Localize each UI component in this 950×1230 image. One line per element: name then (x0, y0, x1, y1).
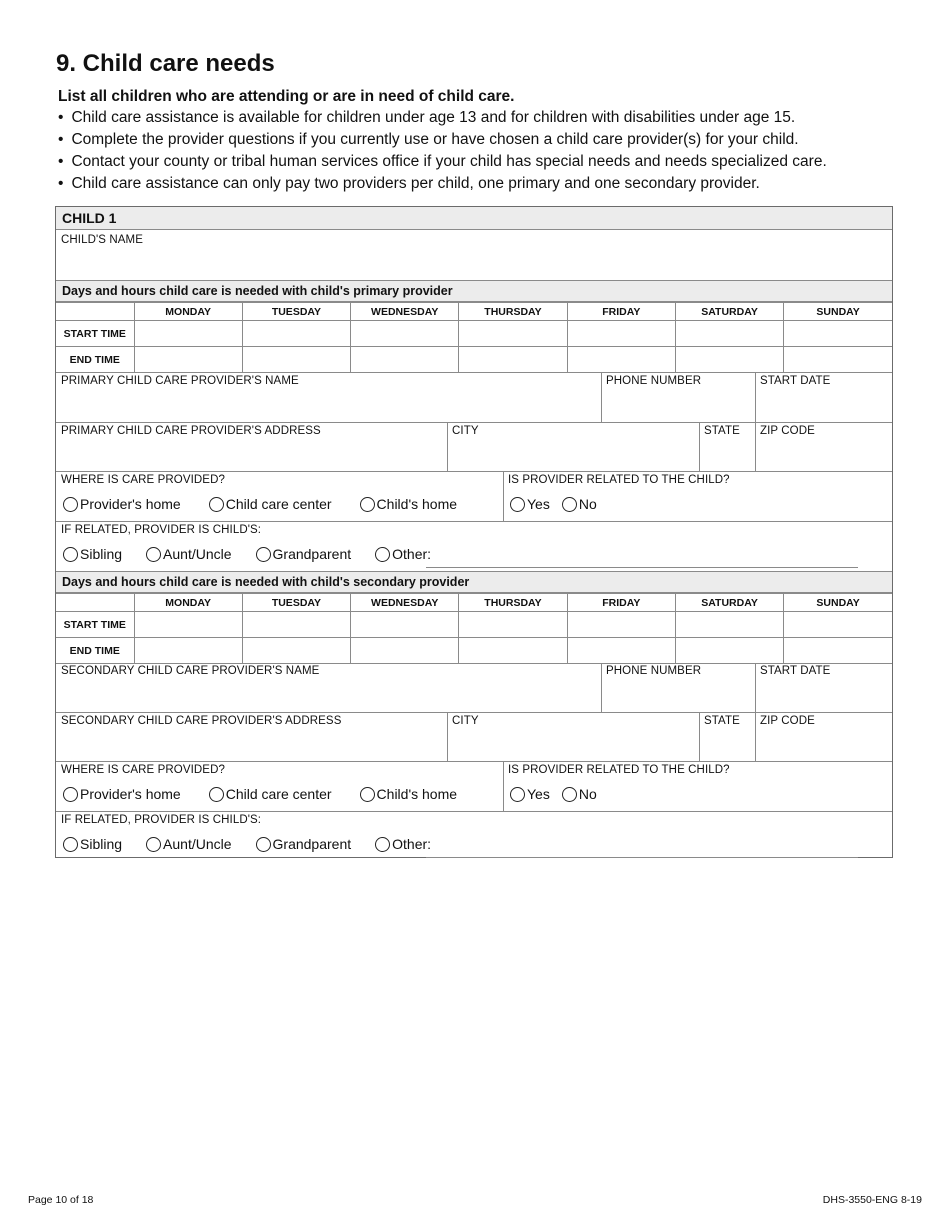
radio-yes[interactable]: Yes (510, 786, 550, 802)
instruction-item: • Child care assistance is available for children under age 13 and for children with disabilities under age 15. (58, 107, 827, 129)
radio-circle-icon (375, 837, 390, 852)
time-cell[interactable] (567, 612, 675, 638)
time-cell[interactable] (242, 638, 350, 664)
time-cell[interactable] (134, 347, 242, 373)
city-label: CITY (452, 715, 479, 727)
radio-circle-icon (63, 497, 78, 512)
radio-aunt-uncle[interactable]: Aunt/Uncle (146, 836, 231, 852)
primary-zip-field[interactable] (755, 423, 892, 472)
related-label: IS PROVIDER RELATED TO THE CHILD? (508, 474, 730, 486)
radio-circle-icon (209, 497, 224, 512)
state-label: STATE (704, 715, 740, 727)
related-label: IS PROVIDER RELATED TO THE CHILD? (508, 764, 730, 776)
day-header: FRIDAY (567, 594, 675, 612)
time-cell[interactable] (784, 612, 892, 638)
section-title: 9. Child care needs (56, 50, 275, 77)
end-time-label: END TIME (56, 347, 134, 373)
time-cell[interactable] (242, 612, 350, 638)
primary-provider-name-label: PRIMARY CHILD CARE PROVIDER'S NAME (61, 375, 299, 387)
radio-circle-icon (63, 837, 78, 852)
radio-circle-icon (146, 547, 161, 562)
radio-grandparent[interactable]: Grandparent (256, 546, 352, 562)
day-header: SUNDAY (784, 594, 892, 612)
primary-related-group (503, 472, 892, 522)
time-cell[interactable] (134, 612, 242, 638)
zip-code-label: ZIP CODE (760, 425, 815, 437)
primary-state-field[interactable] (699, 423, 755, 472)
radio-circle-icon (146, 837, 161, 852)
instruction-item: • Complete the provider questions if you currently use or have chosen a child care provider(s) for your child. (58, 129, 827, 151)
start-date-label: START DATE (760, 665, 831, 677)
secondary-where-provided-group (56, 762, 503, 812)
day-header: THURSDAY (459, 303, 567, 321)
time-cell[interactable] (784, 638, 892, 664)
radio-circle-icon (63, 547, 78, 562)
secondary-schedule-table (56, 593, 892, 664)
radio-other[interactable]: Other: (375, 836, 431, 852)
phone-number-label: PHONE NUMBER (606, 665, 702, 677)
time-cell[interactable] (784, 321, 892, 347)
radio-circle-icon (562, 497, 577, 512)
child-1-form (55, 206, 893, 858)
primary-schedule-band: Days and hours child care is needed with child's primary provider (56, 280, 892, 302)
instruction-item: • Child care assistance can only pay two providers per child, one primary and one secondary provider. (58, 173, 827, 195)
day-header: TUESDAY (242, 594, 350, 612)
radio-circle-icon (510, 497, 525, 512)
other-relation-input[interactable] (426, 857, 858, 858)
radio-child-care-center[interactable]: Child care center (209, 786, 332, 802)
if-related-label: IF RELATED, PROVIDER IS CHILD'S: (61, 524, 262, 536)
primary-phone-field[interactable] (601, 373, 755, 423)
if-related-label: IF RELATED, PROVIDER IS CHILD'S: (61, 814, 262, 826)
day-header: WEDNESDAY (351, 303, 459, 321)
radio-aunt-uncle[interactable]: Aunt/Uncle (146, 546, 231, 562)
radio-other[interactable]: Other: (375, 546, 431, 562)
radio-circle-icon (256, 837, 271, 852)
secondary-city-field[interactable] (447, 713, 699, 762)
radio-childs-home[interactable]: Child's home (360, 786, 458, 802)
secondary-relation-group (56, 812, 892, 857)
primary-provider-name-field[interactable] (56, 373, 601, 423)
primary-where-provided-group (56, 472, 503, 522)
time-cell[interactable] (675, 638, 783, 664)
time-cell[interactable] (351, 321, 459, 347)
secondary-provider-name-field[interactable] (56, 663, 601, 713)
where-provided-label: WHERE IS CARE PROVIDED? (61, 474, 225, 486)
time-cell[interactable] (351, 638, 459, 664)
radio-yes[interactable]: Yes (510, 496, 550, 512)
radio-circle-icon (510, 787, 525, 802)
time-cell[interactable] (784, 347, 892, 373)
radio-circle-icon (562, 787, 577, 802)
day-header: FRIDAY (567, 303, 675, 321)
time-cell[interactable] (675, 347, 783, 373)
childs-name-field[interactable] (56, 230, 892, 280)
time-cell[interactable] (675, 321, 783, 347)
radio-no[interactable]: No (562, 496, 597, 512)
city-label: CITY (452, 425, 479, 437)
primary-schedule-table (56, 302, 892, 373)
radio-child-care-center[interactable]: Child care center (209, 496, 332, 512)
time-cell[interactable] (567, 347, 675, 373)
radio-circle-icon (63, 787, 78, 802)
time-cell[interactable] (134, 638, 242, 664)
secondary-related-group (503, 762, 892, 812)
secondary-schedule-band: Days and hours child care is needed with child's secondary provider (56, 571, 892, 593)
day-header: MONDAY (134, 594, 242, 612)
time-cell[interactable] (459, 612, 567, 638)
state-label: STATE (704, 425, 740, 437)
radio-circle-icon (360, 497, 375, 512)
radio-grandparent[interactable]: Grandparent (256, 836, 352, 852)
secondary-state-field[interactable] (699, 713, 755, 762)
primary-address-field[interactable] (56, 423, 447, 472)
radio-circle-icon (360, 787, 375, 802)
radio-circle-icon (256, 547, 271, 562)
time-cell[interactable] (675, 612, 783, 638)
day-header: MONDAY (134, 303, 242, 321)
secondary-zip-field[interactable] (755, 713, 892, 762)
corner-cell (56, 594, 134, 612)
form-id: DHS-3550-ENG 8-19 (822, 1194, 922, 1206)
radio-no[interactable]: No (562, 786, 597, 802)
time-cell[interactable] (459, 347, 567, 373)
section-subtitle: List all children who are attending or are in need of child care. (58, 88, 515, 105)
time-cell[interactable] (567, 638, 675, 664)
day-header: THURSDAY (459, 594, 567, 612)
time-cell[interactable] (242, 347, 350, 373)
secondary-start-date-field[interactable] (755, 663, 892, 713)
radio-circle-icon (209, 787, 224, 802)
time-cell[interactable] (567, 321, 675, 347)
day-header: TUESDAY (242, 303, 350, 321)
end-time-label: END TIME (56, 638, 134, 664)
primary-relation-group (56, 522, 892, 571)
radio-providers-home[interactable]: Provider's home (63, 786, 181, 802)
instruction-list (58, 107, 827, 195)
radio-sibling[interactable]: Sibling (63, 546, 122, 562)
corner-cell (56, 303, 134, 321)
day-header: SATURDAY (675, 303, 783, 321)
time-cell[interactable] (459, 321, 567, 347)
instruction-item: • Contact your county or tribal human services office if your child has special needs and needs specialized care. (58, 151, 827, 173)
radio-sibling[interactable]: Sibling (63, 836, 122, 852)
childs-name-label: CHILD'S NAME (61, 234, 143, 246)
primary-start-date-field[interactable] (755, 373, 892, 423)
secondary-address-field[interactable] (56, 713, 447, 762)
time-cell[interactable] (242, 321, 350, 347)
start-date-label: START DATE (760, 375, 831, 387)
other-relation-input[interactable] (426, 567, 858, 568)
primary-city-field[interactable] (447, 423, 699, 472)
where-provided-label: WHERE IS CARE PROVIDED? (61, 764, 225, 776)
day-header: SUNDAY (784, 303, 892, 321)
day-header: SATURDAY (675, 594, 783, 612)
start-time-label: START TIME (56, 321, 134, 347)
secondary-phone-field[interactable] (601, 663, 755, 713)
time-cell[interactable] (351, 347, 459, 373)
phone-number-label: PHONE NUMBER (606, 375, 702, 387)
start-time-label: START TIME (56, 612, 134, 638)
page-number: Page 10 of 18 (28, 1194, 94, 1206)
secondary-provider-name-label: SECONDARY CHILD CARE PROVIDER'S NAME (61, 665, 320, 677)
primary-address-label: PRIMARY CHILD CARE PROVIDER'S ADDRESS (61, 425, 321, 437)
radio-providers-home[interactable]: Provider's home (63, 496, 181, 512)
radio-childs-home[interactable]: Child's home (360, 496, 458, 512)
secondary-address-label: SECONDARY CHILD CARE PROVIDER'S ADDRESS (61, 715, 342, 727)
zip-code-label: ZIP CODE (760, 715, 815, 727)
time-cell[interactable] (134, 321, 242, 347)
time-cell[interactable] (351, 612, 459, 638)
child-header: CHILD 1 (56, 207, 892, 230)
day-header: WEDNESDAY (351, 594, 459, 612)
radio-circle-icon (375, 547, 390, 562)
time-cell[interactable] (459, 638, 567, 664)
